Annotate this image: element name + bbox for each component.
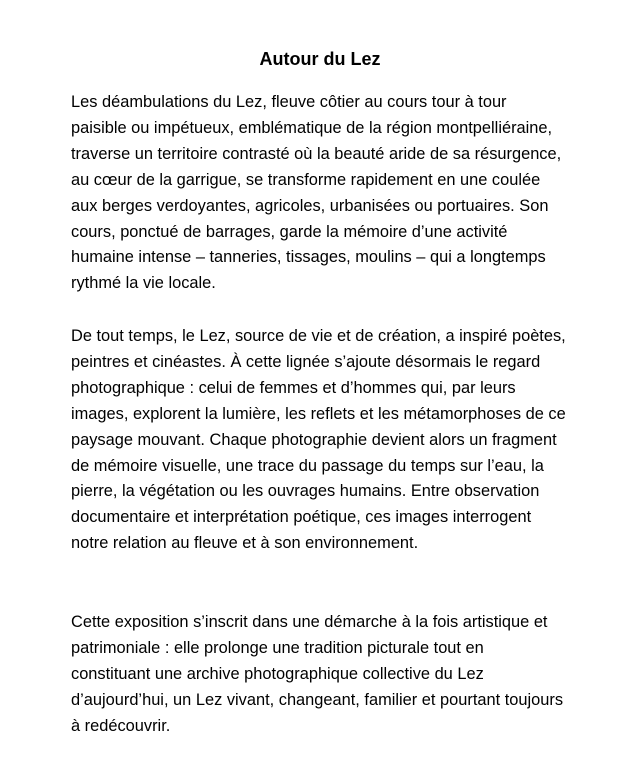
- paragraph-2: De tout temps, le Lez, source de vie et de création, a inspiré poètes, peintres et cinéastes. À cette lignée s’ajoute désormais le regard photographique : celui de femmes et d’hommes qui, par leurs images, explorent la lumière, les reflets et les métamorphoses de ce paysage mouvant. Chaque photographie devient alors un fragment de mémoire visuelle, une trace du passage du temps sur l’eau, la pierre, la végétation ou les ouvrages humains. Entre observation documentaire et interprétation poétique, ces images interrogent notre relation au fleuve et à son environnement.: [71, 327, 566, 553]
- paragraph-1: Les déambulations du Lez, fleuve côtier au cours tour à tour paisible ou impétueux, emblématique de la région montpelliéraine, traverse un territoire contrasté où la beauté aride de sa résurgence, au cœur de la garrigue, se transforme rapidement en une coulée aux berges verdoyantes, agricoles, urbanisées ou portuaires. Son cours, ponctué de barrages, garde la mémoire d’une activité humaine intense – tanneries, tissages, moulins – qui a longtemps rythmé la vie locale.: [71, 93, 562, 293]
- page-title: Autour du Lez: [259, 49, 381, 69]
- paragraph-3: Cette exposition s’inscrit dans une démarche à la fois artistique et patrimoniale : elle prolonge une tradition picturale tout en constituant une archive photographique collective du Lez d’aujourd’hui, un Lez vivant, changeant, familier et pourtant toujours à redécouvrir.: [71, 613, 564, 735]
